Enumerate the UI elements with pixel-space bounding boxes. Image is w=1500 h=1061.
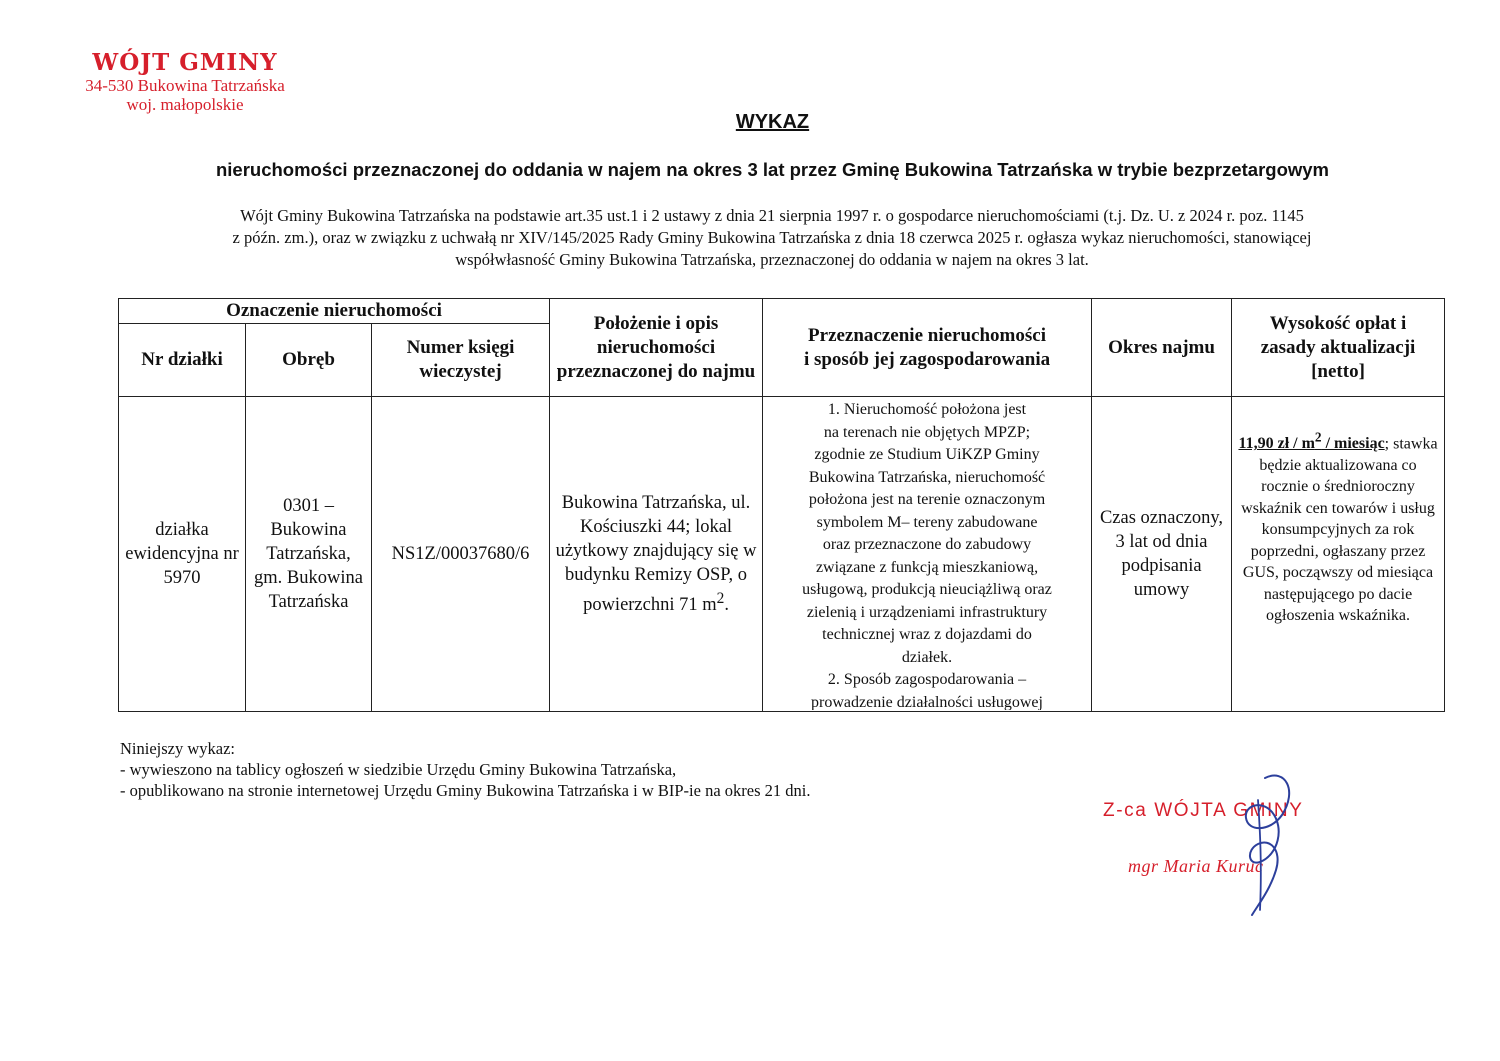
fee-value: 11,90 zł / m [1238,435,1315,453]
property-table [118,298,1445,712]
cell-nr-dzialki: działka ewidencyjna nr 5970 [119,397,246,712]
header-row [119,299,1445,324]
fee-description: ; stawka będzie aktualizowana co rocznie o średnioroczny wskaźnik cen towarów i usług konsumpcyjnych za rok poprzedni, ogłaszany przez GUS, począwszy od miesiąca następującego po dacie ogłoszenia wskaźnika. [1241,435,1438,625]
intro-line: z późn. zm.), oraz w związku z uchwałą nr XIV/145/2025 Rady Gminy Bukowina Tatrzańska z dnia 18 czerwca 2025 r. ogłasza wykaz nieruchomości, stanowiącej [232,228,1312,247]
przeznaczenie-line: położona jest na terenie oznaczonym [808,491,1046,508]
handwritten-signature [1210,770,1320,920]
stamp-title: WÓJT GMINY [92,49,278,76]
polozenie-text: Bukowina Tatrzańska, ul. Kościuszki 44; lokal użytkowy znajdujący się w budynku Remizy OSP, o powierzchni 71 m [555,492,757,616]
przeznaczenie-line: usługową, produkcją nieuciążliwą oraz [802,581,1052,598]
header-text: [netto] [1311,360,1365,382]
cell-polozenie [550,397,763,712]
intro-line: współwłasność Gminy Bukowina Tatrzańska, przeznaczonej do oddania w najem na okres 3 lat. [455,250,1089,269]
header-oplaty [1232,299,1445,397]
notes-item: - wywieszono na tablicy ogłoszeń w siedzibie Urzędu Gminy Bukowina Tatrzańska, [120,760,677,779]
notes-heading: Niniejszy wykaz: [120,739,236,758]
table-row [119,397,1445,712]
przeznaczenie-line: związane z funkcją mieszkaniową, [815,558,1039,576]
header-text: Wysokość opłat i [1269,312,1407,334]
notes [120,738,810,801]
group-header: Oznaczenie nieruchomości [119,299,550,324]
polozenie-superscript: 2 [716,589,725,607]
cell-okres: Czas oznaczony, 3 lat od dnia podpisania umowy [1092,397,1232,712]
przeznaczenie-line: działek. [901,648,953,666]
header-okres: Okres najmu [1092,299,1232,397]
przeznaczenie-line: na terenach nie objętych MPZP; [823,423,1031,441]
przeznaczenie-line: prowadzenie działalności usługowej [811,693,1043,710]
polozenie-end: . [724,595,729,616]
header-text: Przeznaczenie nieruchomości [808,324,1046,346]
signature-stamp-name: mgr Maria Kuruc [1128,856,1264,876]
cell-obreb: 0301 – Bukowina Tatrzańska, gm. Bukowina Tatrzańska [246,397,372,712]
header-text: i sposób jej zagospodarowania [803,348,1051,370]
header-nr-dzialki: Nr działki [119,324,246,397]
przeznaczenie-line: oraz przeznaczone do zabudowy [822,536,1032,553]
header-ksiega: Numer księgi wieczystej [372,324,550,397]
przeznaczenie-line: 1. Nieruchomość położona jest [827,401,1027,418]
stamp-address: 34-530 Bukowina Tatrzańska [85,76,285,96]
przeznaczenie-line: Bukowina Tatrzańska, nieruchomość [808,468,1046,486]
fee-unit: / miesiąc [1321,435,1385,453]
przeznaczenie-line: technicznej wraz z dojazdami do [822,626,1032,643]
cell-przeznaczenie [763,397,1092,712]
notes-item: - opublikowano na stronie internetowej Urzędu Gminy Bukowina Tatrzańska i w BIP-ie na okres 21 dni. [120,781,811,800]
header-text: zasady aktualizacji [1260,336,1416,358]
przeznaczenie-line: zielenią i urządzeniami infrastruktury [806,603,1048,621]
header-przeznaczenie [763,299,1092,397]
document-subtitle: nieruchomości przeznaczonej do oddania w najem na okres 3 lat przez Gminę Bukowina Tatrzańska w trybie bezprzetargowym [215,159,1330,180]
office-stamp [60,50,310,115]
signature-stamp-title: Z-ca WÓJTA GMINY [1103,800,1304,821]
przeznaczenie-line: zgodnie ze Studium UiKZP Gminy [814,446,1040,463]
fee-superscript: 2 [1314,430,1322,445]
header-obreb: Obręb [246,324,372,397]
przeznaczenie-line: 2. Sposób zagospodarowania – [827,671,1027,688]
cell-ksiega: NS1Z/00037680/6 [372,397,550,712]
przeznaczenie-text [767,399,1087,710]
fee-amount [1238,430,1385,453]
intro-paragraph [122,205,1422,271]
document-title: WYKAZ [735,111,810,133]
przeznaczenie-line: symbolem M– tereny zabudowane [816,513,1038,531]
header-polozenie: Położenie i opis nieruchomości przeznaczonej do najmu [550,299,763,397]
stamp-region: woj. małopolskie [126,94,244,114]
cell-oplaty [1232,397,1445,712]
intro-line: Wójt Gminy Bukowina Tatrzańska na podstawie art.35 ust.1 i 2 ustawy z dnia 21 sierpnia 1997 r. o gospodarce nieruchomościami (t.j. Dz. U. z 2024 r. poz. 1145 [240,206,1304,225]
